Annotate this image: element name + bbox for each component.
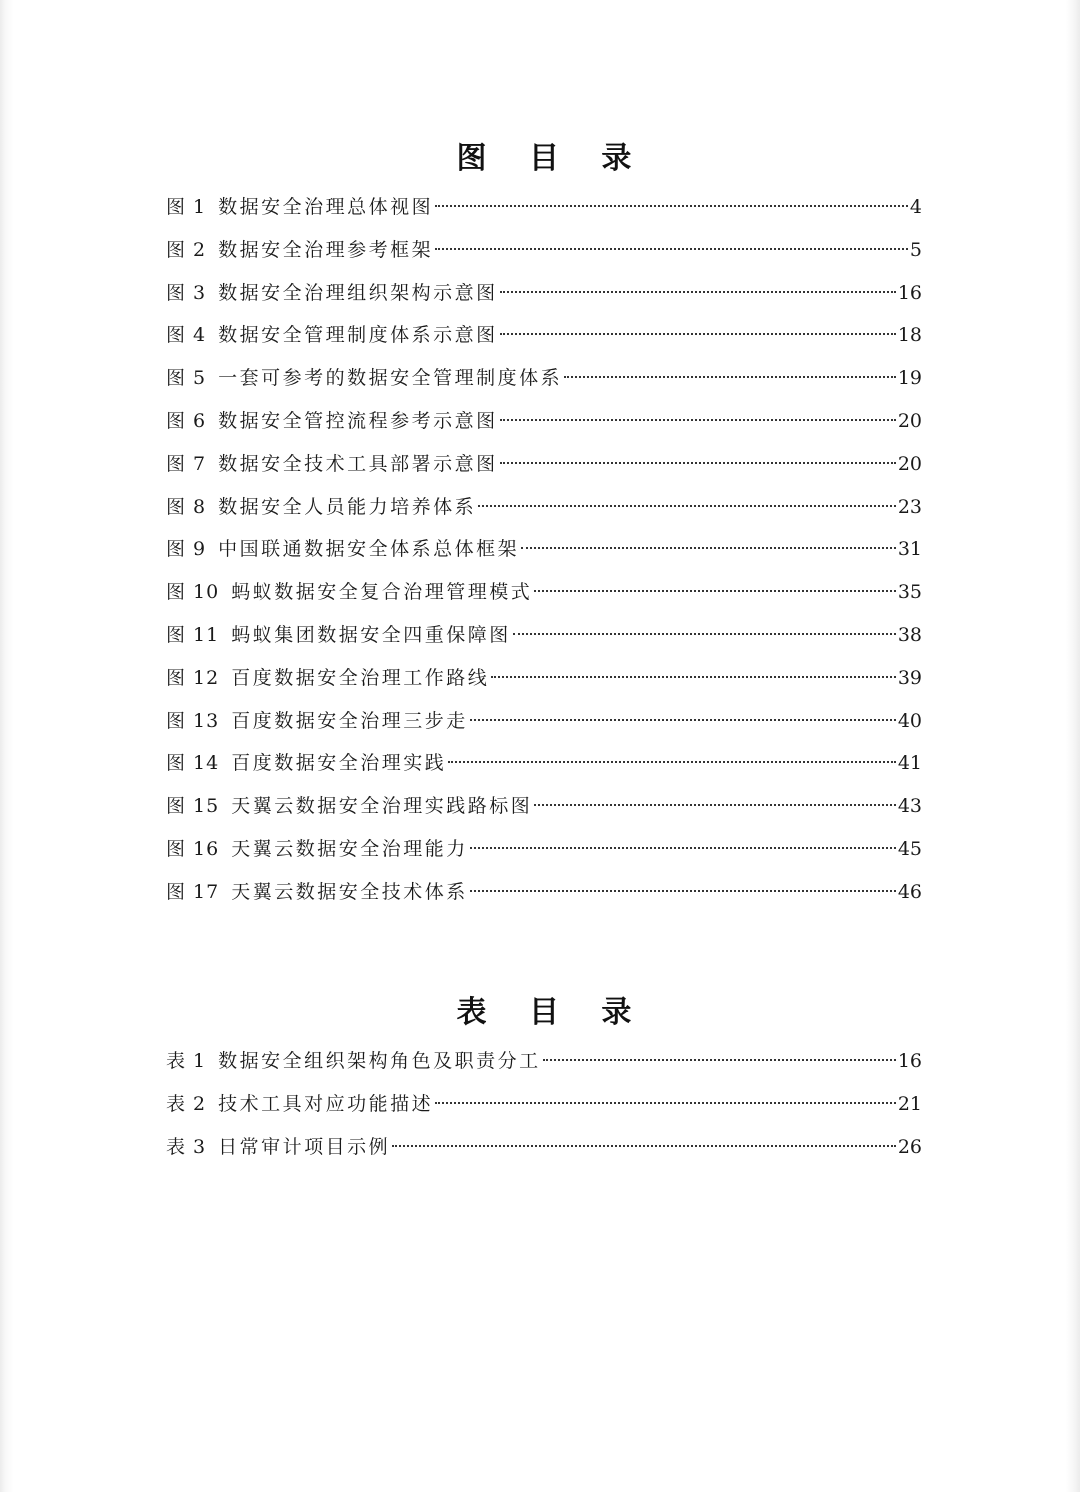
dot-leader <box>435 1102 896 1104</box>
toc-entry-number: 图 7 <box>166 452 207 475</box>
toc-entry[interactable] <box>166 1083 922 1126</box>
toc-entry-page-number: 20 <box>897 452 922 475</box>
toc-entry-page-number: 16 <box>897 1050 922 1072</box>
toc-entry-number: 图 9 <box>166 538 207 561</box>
toc-entry[interactable] <box>166 486 922 529</box>
toc-entry-label: 百度数据安全治理实践 <box>231 752 447 775</box>
toc-entry[interactable] <box>166 357 922 400</box>
toc-entry-page-number: 4 <box>909 196 922 218</box>
toc-entry-page-number: 20 <box>897 409 922 432</box>
toc-entry-page-number: 5 <box>909 238 922 261</box>
dot-leader <box>500 419 896 421</box>
toc-entry-page-number: 23 <box>897 495 922 518</box>
toc-entry-label: 数据安全组织架构角色及职责分工 <box>218 1050 541 1072</box>
toc-entry-number: 图 14 <box>166 752 220 775</box>
dot-leader <box>470 719 896 721</box>
toc-entry-page-number: 18 <box>897 324 922 347</box>
toc-entry-number: 图 8 <box>166 495 207 518</box>
dot-leader <box>435 205 908 207</box>
toc-entry-label: 数据安全人员能力培养体系 <box>218 495 477 518</box>
figures-toc-section <box>166 136 922 914</box>
toc-entry-label: 天翼云数据安全治理能力 <box>231 837 468 860</box>
toc-entry-page-number: 39 <box>897 666 922 689</box>
toc-entry-page-number: 21 <box>897 1092 922 1115</box>
toc-entry-number: 图 15 <box>166 795 220 818</box>
toc-entry-label: 中国联通数据安全体系总体框架 <box>218 538 520 561</box>
toc-entry-label: 日常审计项目示例 <box>218 1135 391 1158</box>
toc-entry[interactable] <box>166 828 922 871</box>
dot-leader <box>500 333 896 335</box>
toc-entry[interactable] <box>166 614 922 657</box>
toc-entry-number: 图 10 <box>166 581 220 604</box>
toc-entry-label: 蚂蚁数据安全复合治理管理模式 <box>231 581 533 604</box>
toc-entry-number: 图 6 <box>166 409 207 432</box>
figures-toc-title: 图 目 录 <box>456 141 648 176</box>
toc-entry[interactable] <box>166 443 922 486</box>
toc-entry-number: 图 13 <box>166 709 220 732</box>
toc-entry[interactable] <box>166 742 922 785</box>
dot-leader <box>521 547 896 549</box>
figures-toc-list <box>166 186 922 914</box>
toc-entry-page-number: 41 <box>897 752 922 775</box>
toc-entry-number: 表 2 <box>166 1092 207 1115</box>
toc-entry-label: 百度数据安全治理工作路线 <box>231 666 490 689</box>
toc-entry-label: 数据安全管控流程参考示意图 <box>218 409 498 432</box>
dot-leader <box>392 1145 896 1147</box>
toc-entry-number: 图 4 <box>166 324 207 347</box>
toc-entry-number: 图 16 <box>166 837 220 860</box>
toc-entry-label: 天翼云数据安全治理实践路标图 <box>231 795 533 818</box>
tables-toc-title: 表 目 录 <box>456 995 648 1030</box>
toc-entry-label: 蚂蚁集团数据安全四重保障图 <box>231 623 511 646</box>
toc-entry-page-number: 26 <box>897 1135 922 1158</box>
toc-entry-page-number: 46 <box>897 880 922 903</box>
toc-entry[interactable] <box>166 400 922 443</box>
tables-toc-list <box>166 1040 922 1168</box>
dot-leader <box>491 676 896 678</box>
toc-entry-label: 天翼云数据安全技术体系 <box>231 880 468 903</box>
toc-entry-number: 图 17 <box>166 880 220 903</box>
toc-entry-number: 图 11 <box>166 623 220 646</box>
toc-entry-label: 数据安全治理总体视图 <box>218 196 434 218</box>
toc-entry[interactable] <box>166 528 922 571</box>
toc-entry[interactable] <box>166 871 922 914</box>
toc-entry-number: 图 5 <box>166 367 207 390</box>
dot-leader <box>435 248 908 250</box>
dot-leader <box>500 462 896 464</box>
toc-entry-label: 数据安全管理制度体系示意图 <box>218 324 498 347</box>
toc-entry[interactable] <box>166 229 922 272</box>
toc-entry-page-number: 19 <box>897 367 922 390</box>
toc-entry[interactable] <box>166 785 922 828</box>
toc-entry[interactable] <box>166 186 922 229</box>
toc-entry-label: 百度数据安全治理三步走 <box>231 709 468 732</box>
dot-leader <box>470 890 896 892</box>
toc-entry-page-number: 31 <box>897 538 922 561</box>
toc-entry-label: 数据安全治理组织架构示意图 <box>218 281 498 304</box>
dot-leader <box>564 376 896 378</box>
toc-entry[interactable] <box>166 1126 922 1169</box>
toc-entry-number: 表 1 <box>166 1050 207 1072</box>
toc-entry-label: 数据安全治理参考框架 <box>218 238 434 261</box>
toc-entry[interactable] <box>166 314 922 357</box>
dot-leader <box>448 761 896 763</box>
toc-entry-number: 图 2 <box>166 238 207 261</box>
dot-leader <box>478 505 896 507</box>
dot-leader <box>513 633 896 635</box>
dot-leader <box>534 590 896 592</box>
toc-entry-label: 一套可参考的数据安全管理制度体系 <box>218 367 563 390</box>
toc-entry[interactable] <box>166 1040 922 1083</box>
dot-leader <box>543 1059 896 1061</box>
toc-entry-page-number: 45 <box>897 837 922 860</box>
dot-leader <box>470 847 896 849</box>
dot-leader <box>534 804 896 806</box>
toc-entry-page-number: 40 <box>897 709 922 732</box>
toc-entry-page-number: 35 <box>897 581 922 604</box>
toc-entry-label: 数据安全技术工具部署示意图 <box>218 452 498 475</box>
tables-toc-section <box>166 990 922 1168</box>
toc-entry[interactable] <box>166 657 922 700</box>
toc-entry-label: 技术工具对应功能描述 <box>218 1092 434 1115</box>
toc-entry-number: 表 3 <box>166 1135 207 1158</box>
dot-leader <box>500 291 896 293</box>
toc-entry-number: 图 1 <box>166 196 207 218</box>
toc-entry[interactable] <box>166 272 922 315</box>
toc-entry-number: 图 12 <box>166 666 220 689</box>
toc-entry[interactable] <box>166 700 922 743</box>
toc-entry-page-number: 43 <box>897 795 922 818</box>
toc-entry-page-number: 16 <box>897 281 922 304</box>
toc-entry[interactable] <box>166 571 922 614</box>
toc-entry-page-number: 38 <box>897 623 922 646</box>
toc-entry-number: 图 3 <box>166 281 207 304</box>
